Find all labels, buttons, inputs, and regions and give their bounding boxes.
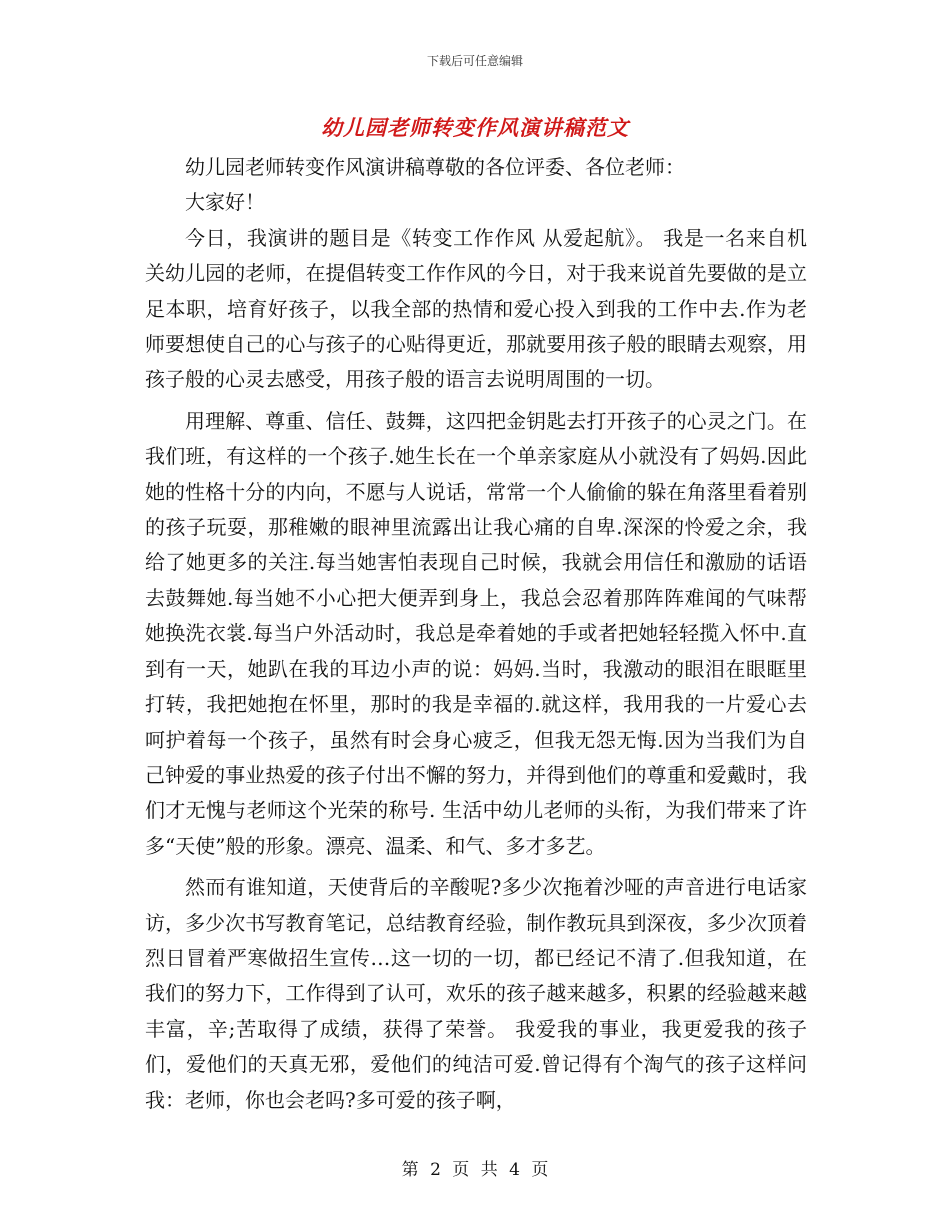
paragraph-greeting: 大家好！ xyxy=(185,190,265,215)
document-body xyxy=(145,150,807,1118)
paragraph-story: 用理解、尊重、信任、鼓舞，这四把金钥匙去打开孩子的心灵之门。在我们班，有这样的一个孩子.她生长在一个单亲家庭从小就没有了妈妈.因此她的性格十分的内向，不愿与人说话，常常一个人偷偷的躲在角落里看着别的孩子玩耍，那稚嫩的眼神里流露出让我心痛的自卑.深深的怜爱之余，我给了她更多的关注.每当她害怕表现自己时候，我就会用信任和激励的话语去鼓舞她.每当她不小心把大便弄到身上，我总会忍着那阵阵难闻的气味帮她换洗衣裳.每当户外活动时，我总是牵着她的手或者把她轻轻揽入怀中.直到有一天，她趴在我的耳边小声的说：妈妈.当时，我激动的眼泪在眼眶里打转，我把她抱在怀里，那时的我是幸福的.就这样，我用我的一片爱心去呵护着每一个孩子，虽然有时会身心疲乏，但我无怨无悔.因为当我们为自己钟爱的事业热爱的孩子付出不懈的努力，并得到他们的尊重和爱戴时，我们才无愧与老师这个光荣的称号. 生活中幼儿老师的头衔，为我们带来了许多“天使”般的形象。漂亮、温柔、和气、多才多艺。 xyxy=(145,408,807,858)
paragraph-reflection: 然而有谁知道，天使背后的辛酸呢?多少次拖着沙哑的声音进行电话家访，多少次书写教育笔记，总结教育经验，制作教玩具到深夜，多少次顶着烈日冒着严寒做招生宣传…这一切的一切，都已经记不清了.但我知道，在我们的努力下，工作得到了认可，欢乐的孩子越来越多，积累的经验越来越丰富，辛;苦取得了成绩，获得了荣誉。 我爱我的事业，我更爱我的孩子们，爱他们的天真无邪，爱他们的纯洁可爱.曾记得有个淘气的孩子这样问我：老师，你也会老吗?多可爱的孩子啊， xyxy=(145,875,807,1112)
document-title: 幼儿园老师转变作风演讲稿范文 xyxy=(321,116,629,140)
page-header-note: 下载后可任意编辑 xyxy=(426,54,523,68)
page-footer-number: 第 2 页 共 4 页 xyxy=(401,1160,549,1180)
paragraph-salutation: 幼儿园老师转变作风演讲稿尊敬的各位评委、各位老师： xyxy=(185,155,685,179)
paragraph-intro: 今日，我演讲的题目是《转变工作作风 从爱起航》。 我是一名来自机关幼儿园的老师，在提倡转变工作作风的今日，对于我来说首先要做的是立足本职，培育好孩子，以我全部的热情和爱心投入到我的工作中去.作为老师要想使自己的心与孩子的心贴得更近，那就要用孩子般的眼睛去观察，用孩子般的心灵去感受，用孩子般的语言去说明周围的一切。 xyxy=(145,225,807,392)
